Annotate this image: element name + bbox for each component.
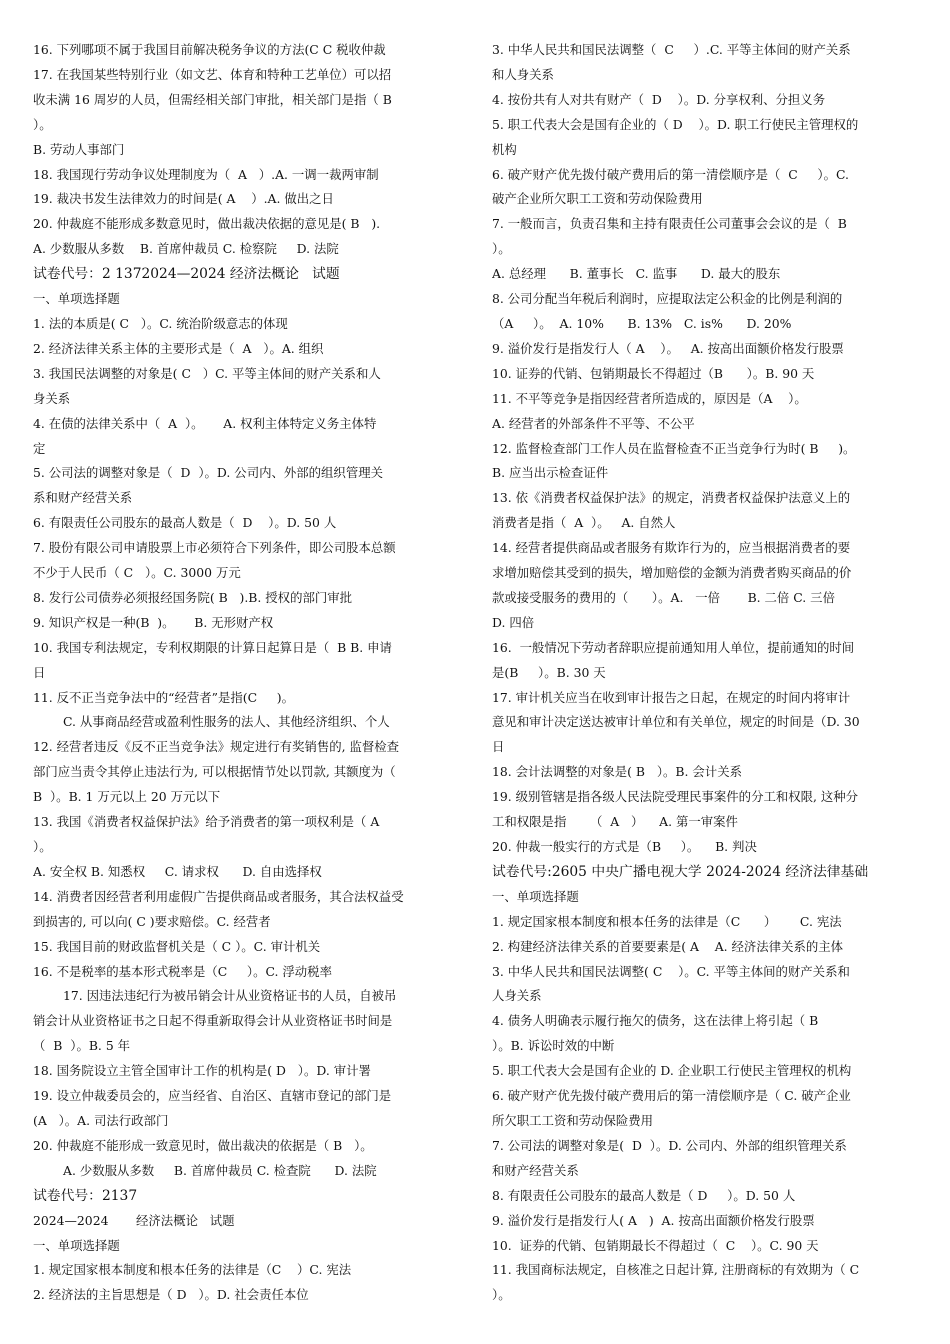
right-text-line: 所欠职工工资和劳动保险费用: [492, 1112, 654, 1128]
left-text-line: （ B ）。B. 5 年: [33, 1038, 131, 1054]
left-text-line: B ）。B. 1 万元以上 20 万元以下: [33, 789, 221, 805]
right-column: [492, 38, 920, 1308]
right-text-line: 4. 债务人明确表示履行拖欠的债务，这在法律上将引起（ B: [492, 1013, 819, 1029]
left-text-line: 一、单项选择题: [33, 1237, 120, 1253]
right-text-line: 消费者是指（ A ）。 A. 自然人: [492, 515, 676, 531]
right-text-line: 意见和审计决定送达被审计单位和有关单位，规定的时间是（D. 30: [492, 714, 860, 730]
right-text-line: 3. 中华人民共和国民法调整( C ）。C. 平等主体间的财产关系和: [492, 963, 850, 979]
left-text-line: A. 安全权 B. 知悉权 C. 请求权 D. 自由选择权: [33, 863, 322, 879]
left-text-line: 销会计从业资格证书之日起不得重新取得会计从业资格证书时间是: [33, 1013, 393, 1029]
left-text-line: 5. 公司法的调整对象是（ D ）。D. 公司内、外部的组织管理关: [33, 465, 383, 481]
right-text-line: A. 经营者的外部条件不平等、不公平: [492, 415, 695, 431]
left-text-line: A. 少数服从多数 B. 首席仲裁员 C. 检查院 D. 法院: [63, 1162, 377, 1178]
right-text-line: 18. 会计法调整的对象是( B ）。B. 会计关系: [492, 764, 742, 780]
right-text-line: 10. 证券的代销、包销期最长不得超过（B ）。B. 90 天: [492, 365, 815, 381]
section-heading: 试卷代号：2 1372024—2024 经济法概论 试题: [33, 266, 340, 283]
right-text-line: （A ）。 A. 10% B. 13% C. is% D. 20%: [492, 315, 792, 331]
left-text-line: 2. 经济法的主旨思想是（ D ）。D. 社会责任本位: [33, 1287, 309, 1303]
right-text-line: 9. 溢价发行是指发行人（ A ）。 A. 按高出面额价格发行股票: [492, 340, 844, 356]
right-text-line: 20. 仲裁一般实行的方式是（B ）。 B. 判决: [492, 839, 757, 854]
left-text-line: 6. 有限责任公司股东的最高人数是（ D ）。D. 50 人: [33, 515, 337, 531]
right-text-line: 16. 一般情况下劳动者辞职应提前通知用人单位，提前通知的时间: [492, 639, 855, 655]
right-text-line: 17. 审计机关应当在收到审计报告之日起，在规定的时间内将审计: [492, 689, 851, 705]
right-text-line: 12. 监督检查部门工作人员在监督检查不正当竞争行为时( B )。: [492, 440, 856, 456]
right-text-line: 8. 公司分配当年税后利润时，应提取法定公积金的比例是利润的: [492, 291, 843, 307]
right-text-line: 一、单项选择题: [492, 888, 579, 904]
left-text-line: 2024—2024 经济法概论 试题: [33, 1212, 235, 1228]
left-text-line: 13. 我国《消费者权益保护法》给予消费者的第一项权利是（ A: [33, 814, 380, 830]
right-text-line: 日: [492, 739, 505, 755]
left-text-line: 身关系: [33, 390, 71, 406]
right-text-line: 款或接受服务的费用的（ ）。A. 一倍 B. 二倍 C. 三倍: [492, 589, 835, 605]
right-text-line: 3. 中华人民共和国民法调整（ C ）.C. 平等主体间的财产关系: [492, 42, 851, 57]
left-text-line: 11. 反不正当竞争法中的“经营者”是指(C )。: [33, 689, 295, 705]
left-text-line: 18. 国务院设立主管全国审计工作的机构是( D ）。D. 审计署: [33, 1063, 371, 1079]
right-text-line: 工和权限是指 （ A ） A. 第一审案件: [492, 814, 738, 830]
left-text-line: 12. 经营者违反《反不正当竞争法》规定进行有奖销售的, 监督检查: [33, 739, 400, 755]
right-text-line: ）。: [492, 241, 511, 257]
left-text-line: ）。: [33, 839, 52, 854]
left-text-line: 16. 不是税率的基本形式税率是（C ）。C. 浮动税率: [33, 963, 332, 979]
left-text-line: 17. 因违法违纪行为被吊销会计从业资格证书的人员，自被吊: [63, 988, 397, 1004]
left-text-line: 系和财产经营关系: [33, 490, 133, 506]
left-text-line: 4. 在债的法律关系中（ A ）。 A. 权利主体特定义务主体特: [33, 415, 377, 431]
left-text-line: 18. 我国现行劳动争议处理制度为（ A ）.A. 一调一裁两审制: [33, 166, 379, 182]
left-text-line: 到损害的, 可以向( C )要求赔偿。C. 经营者: [33, 913, 271, 929]
left-text-line: 1. 法的本质是( C ）。C. 统治阶级意志的体现: [33, 315, 288, 331]
right-text-line: 是(B ）。B. 30 天: [492, 664, 606, 680]
right-text-line: 11. 我国商标法规定，自核准之日起计算, 注册商标的有效期为（ C: [492, 1262, 860, 1278]
right-text-line: 7. 一般而言，负责召集和主持有限责任公司董事会会议的是（ B: [492, 216, 847, 232]
left-text-line: A. 少数服从多数 B. 首席仲裁员 C. 检察院 D. 法院: [33, 241, 339, 257]
left-text-line: 8. 发行公司债券必须报经国务院( B ).B. 授权的部门审批: [33, 589, 353, 605]
right-text-line: ）。: [492, 1287, 511, 1303]
left-text-line: 7. 股份有限公司申请股票上市必须符合下列条件，即公司股本总额: [33, 540, 396, 556]
left-text-line: 一、单项选择题: [33, 291, 120, 307]
right-text-line: 5. 职工代表大会是国有企业的 D. 企业职工行使民主管理权的机构: [492, 1063, 852, 1079]
right-text-line: 和人身关系: [492, 66, 554, 82]
right-text-line: 19. 级别管辖是指各级人民法院受理民事案件的分工和权限, 这种分: [492, 789, 859, 805]
right-text-line: 8. 有限责任公司股东的最高人数是（ D ）。D. 50 人: [492, 1187, 796, 1203]
right-text-line: 2. 构建经济法律关系的首要要素是( A A. 经济法律关系的主体: [492, 938, 844, 954]
right-text-line: 5. 职工代表大会是国有企业的（ D ）。D. 职工行使民主管理权的: [492, 116, 859, 132]
right-text-line: 6. 破产财产优先拨付破产费用后的第一清偿顺序是（ C ）。C.: [492, 166, 849, 182]
right-text-line: ）。B. 诉讼时效的中断: [492, 1038, 615, 1054]
left-text-line: B. 劳动人事部门: [33, 141, 125, 157]
right-text-line: B. 应当出示检查证件: [492, 465, 609, 481]
right-text-line: 10. 证券的代销、包销期最长不得超过（ C ）。C. 90 天: [492, 1237, 819, 1253]
left-text-line: 9. 知识产权是一种(B )。 B. 无形财产权: [33, 614, 274, 630]
left-text-line: ）。: [33, 116, 52, 132]
left-text-line: 定: [33, 440, 46, 456]
left-text-line: 部门应当责令其停止违法行为, 可以根据情节处以罚款, 其额度为（: [33, 764, 396, 780]
left-text-line: 20. 仲裁庭不能形成多数意见时，做出裁决依据的意见是( B ).: [33, 216, 381, 232]
right-text-line: 6. 破产财产优先拨付破产费用后的第一清偿顺序是（ C. 破产企业: [492, 1088, 851, 1104]
left-text-line: 3. 我国民法调整的对象是( C ）C. 平等主体间的财产关系和人: [33, 365, 381, 381]
left-text-line: 2. 经济法律关系主体的主要形式是（ A ）。A. 组织: [33, 340, 324, 356]
right-text-line: 14. 经营者提供商品或者服务有欺诈行为的，应当根据消费者的要: [492, 540, 851, 556]
left-text-line: 1. 规定国家根本制度和根本任务的法律是（C ）C. 宪法: [33, 1262, 352, 1278]
left-text-line: 收未满 16 周岁的人员，但需经相关部门审批，相关部门是指（ B: [33, 91, 392, 107]
right-text-line: 4. 按份共有人对共有财产（ D ）。D. 分享权利、分担义务: [492, 91, 826, 107]
section-heading: 试卷代号:2605 中央广播电视大学 2024-2024 经济法律基础: [492, 863, 869, 880]
right-text-line: 机构: [492, 141, 517, 157]
left-text-line: 16. 下列哪项不属于我国目前解决税务争议的方法(C C 税收仲裁: [33, 42, 386, 57]
right-text-line: D. 四倍: [492, 614, 535, 630]
left-text-line: 20. 仲裁庭不能形成一致意见时，做出裁决的依据是（ B ）。: [33, 1137, 373, 1153]
left-column: [33, 38, 461, 1308]
left-text-line: C. 从事商品经营或盈利性服务的法人、其他经济组织、个人: [63, 714, 390, 730]
right-text-line: A. 总经理 B. 董事长 C. 监事 D. 最大的股东: [492, 266, 781, 282]
right-text-line: 9. 溢价发行是指发行人( A ) A. 按高出面额价格发行股票: [492, 1212, 815, 1228]
left-text-line: 10. 我国专利法规定，专利权期限的计算日起算日是（ B B. 申请: [33, 639, 392, 655]
right-text-line: 11. 不平等竞争是指因经营者所造成的，原因是（A ）。: [492, 390, 807, 406]
left-text-line: 15. 我国目前的财政监督机关是（ C ）。C. 审计机关: [33, 938, 321, 954]
left-text-line: 19. 设立仲裁委员会的，应当经省、自治区、直辖市登记的部门是: [33, 1088, 392, 1104]
section-heading: 试卷代号：2137: [33, 1187, 138, 1204]
left-text-line: 14. 消费者因经营者利用虚假广告提供商品或者服务，其合法权益受: [33, 888, 404, 904]
right-text-line: 7. 公司法的调整对象是( D ）。D. 公司内、外部的组织管理关系: [492, 1137, 847, 1153]
left-text-line: 17. 在我国某些特别行业（如文艺、体育和特种工艺单位）可以招: [33, 66, 392, 82]
right-text-line: 求增加赔偿其受到的损失，增加赔偿的金额为消费者购买商品的价: [492, 565, 852, 581]
right-text-line: 和财产经营关系: [492, 1162, 579, 1178]
right-text-line: 1. 规定国家根本制度和根本任务的法律是（C ） C. 宪法: [492, 913, 842, 929]
right-text-line: 13. 依《消费者权益保护法》的规定，消费者权益保护法意义上的: [492, 490, 851, 506]
left-text-line: 不少于人民币（ C ）。C. 3000 万元: [33, 565, 241, 581]
right-text-line: 破产企业所欠职工工资和劳动保险费用: [492, 191, 703, 207]
left-text-line: (A ）。A. 司法行政部门: [33, 1112, 169, 1128]
left-text-line: 19. 裁决书发生法律效力的时间是( A ）.A. 做出之日: [33, 191, 334, 207]
left-text-line: 日: [33, 664, 46, 680]
right-text-line: 人身关系: [492, 988, 542, 1004]
